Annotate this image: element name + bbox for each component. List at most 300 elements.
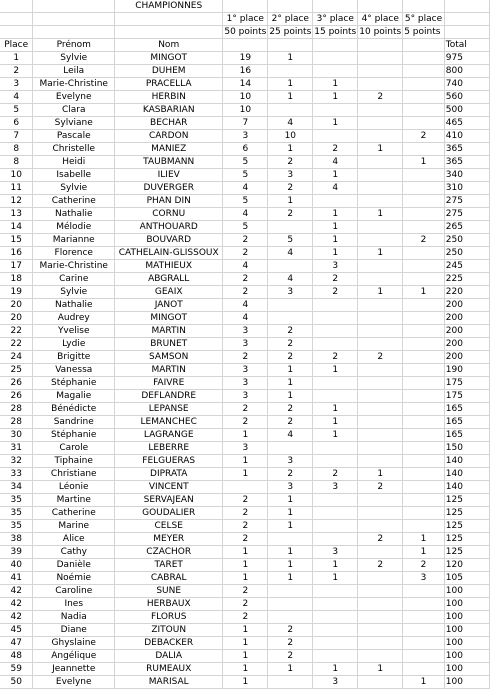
place-cell[interactable]: 35 xyxy=(0,494,33,507)
header-points-5[interactable]: 5 points xyxy=(403,26,445,39)
place2-count[interactable]: 3 xyxy=(268,169,313,182)
total-cell[interactable]: 740 xyxy=(444,78,489,91)
cell[interactable] xyxy=(33,26,115,39)
nom-cell[interactable]: DEFLANDRE xyxy=(115,390,223,403)
place4-count[interactable] xyxy=(358,650,403,663)
place-cell[interactable]: 4 xyxy=(0,91,33,104)
place3-count[interactable]: 1 xyxy=(313,364,358,377)
cell[interactable] xyxy=(0,26,33,39)
place4-count[interactable] xyxy=(358,130,403,143)
total-cell[interactable]: 105 xyxy=(444,572,489,585)
place3-count[interactable] xyxy=(313,130,358,143)
cell[interactable] xyxy=(444,13,489,26)
cell[interactable] xyxy=(115,26,223,39)
place-cell[interactable]: 41 xyxy=(0,572,33,585)
place-cell[interactable]: 42 xyxy=(0,598,33,611)
place-cell[interactable]: 8 xyxy=(0,156,33,169)
place2-count[interactable] xyxy=(268,598,313,611)
place3-count[interactable] xyxy=(313,507,358,520)
place-cell[interactable]: 12 xyxy=(0,195,33,208)
nom-cell[interactable]: GEAIX xyxy=(115,286,223,299)
total-cell[interactable]: 365 xyxy=(444,156,489,169)
total-cell[interactable]: 100 xyxy=(444,663,489,676)
place1-count[interactable]: 2 xyxy=(223,247,268,260)
nom-cell[interactable]: DUHEM xyxy=(115,65,223,78)
nom-cell[interactable]: HERBIN xyxy=(115,91,223,104)
prenom-cell[interactable]: Sandrine xyxy=(33,416,115,429)
cell[interactable] xyxy=(403,0,445,13)
place-cell[interactable]: 26 xyxy=(0,390,33,403)
prenom-cell[interactable]: Yvelise xyxy=(33,325,115,338)
place4-count[interactable] xyxy=(358,78,403,91)
place3-count[interactable]: 3 xyxy=(313,676,358,689)
place-cell[interactable]: 42 xyxy=(0,611,33,624)
place-cell[interactable]: 10 xyxy=(0,169,33,182)
place3-count[interactable] xyxy=(313,52,358,65)
total-cell[interactable]: 125 xyxy=(444,533,489,546)
total-cell[interactable]: 100 xyxy=(444,650,489,663)
place4-count[interactable] xyxy=(358,455,403,468)
nom-cell[interactable]: FELGUERAS xyxy=(115,455,223,468)
cell[interactable] xyxy=(444,0,489,13)
place1-count[interactable]: 3 xyxy=(223,130,268,143)
prenom-cell[interactable]: Heidi xyxy=(33,156,115,169)
place3-count[interactable] xyxy=(313,338,358,351)
prenom-cell[interactable]: Evelyne xyxy=(33,91,115,104)
place-cell[interactable]: 16 xyxy=(0,247,33,260)
place2-count[interactable] xyxy=(268,221,313,234)
place2-count[interactable] xyxy=(268,442,313,455)
place1-count[interactable]: 2 xyxy=(223,585,268,598)
cell[interactable] xyxy=(115,13,223,26)
place3-count[interactable] xyxy=(313,104,358,117)
place-cell[interactable]: 47 xyxy=(0,637,33,650)
total-cell[interactable]: 120 xyxy=(444,559,489,572)
place2-count[interactable]: 2 xyxy=(268,468,313,481)
cell[interactable] xyxy=(223,0,268,13)
place4-count[interactable] xyxy=(358,364,403,377)
total-cell[interactable]: 275 xyxy=(444,208,489,221)
place3-count[interactable] xyxy=(313,650,358,663)
prenom-cell[interactable]: Catherine xyxy=(33,195,115,208)
place1-count[interactable]: 4 xyxy=(223,312,268,325)
prenom-cell[interactable]: Lydie xyxy=(33,338,115,351)
prenom-cell[interactable]: Tiphaine xyxy=(33,455,115,468)
place3-count[interactable]: 1 xyxy=(313,663,358,676)
nom-cell[interactable]: HERBAUX xyxy=(115,598,223,611)
place5-count[interactable] xyxy=(403,247,445,260)
place-cell[interactable]: 22 xyxy=(0,325,33,338)
place2-count[interactable] xyxy=(268,65,313,78)
place3-count[interactable] xyxy=(313,611,358,624)
place3-count[interactable]: 4 xyxy=(313,182,358,195)
place4-count[interactable] xyxy=(358,195,403,208)
place-cell[interactable]: 20 xyxy=(0,299,33,312)
place2-count[interactable] xyxy=(268,260,313,273)
total-cell[interactable]: 100 xyxy=(444,598,489,611)
place1-count[interactable]: 14 xyxy=(223,78,268,91)
place4-count[interactable] xyxy=(358,104,403,117)
nom-cell[interactable]: TARET xyxy=(115,559,223,572)
place2-count[interactable] xyxy=(268,299,313,312)
place5-count[interactable] xyxy=(403,598,445,611)
prenom-cell[interactable]: Marie-Christine xyxy=(33,78,115,91)
place1-count[interactable]: 10 xyxy=(223,104,268,117)
total-cell[interactable]: 220 xyxy=(444,286,489,299)
place3-count[interactable]: 2 xyxy=(313,143,358,156)
place-cell[interactable]: 5 xyxy=(0,104,33,117)
nom-cell[interactable]: ZITOUN xyxy=(115,624,223,637)
place5-count[interactable] xyxy=(403,91,445,104)
total-cell[interactable]: 140 xyxy=(444,481,489,494)
place1-count[interactable]: 2 xyxy=(223,351,268,364)
prenom-cell[interactable]: Sylvie xyxy=(33,182,115,195)
place5-count[interactable] xyxy=(403,416,445,429)
prenom-cell[interactable]: Christelle xyxy=(33,143,115,156)
place3-count[interactable]: 1 xyxy=(313,559,358,572)
nom-cell[interactable]: VINCENT xyxy=(115,481,223,494)
place5-count[interactable] xyxy=(403,338,445,351)
place5-count[interactable] xyxy=(403,221,445,234)
nom-cell[interactable]: PHAN DIN xyxy=(115,195,223,208)
place1-count[interactable]: 4 xyxy=(223,182,268,195)
nom-cell[interactable]: BRUNET xyxy=(115,338,223,351)
header-nom[interactable]: Nom xyxy=(115,39,223,52)
place4-count[interactable]: 2 xyxy=(358,91,403,104)
place5-count[interactable] xyxy=(403,65,445,78)
place4-count[interactable] xyxy=(358,65,403,78)
place5-count[interactable] xyxy=(403,455,445,468)
cell[interactable] xyxy=(358,39,403,52)
total-cell[interactable]: 175 xyxy=(444,390,489,403)
place4-count[interactable] xyxy=(358,403,403,416)
place5-count[interactable] xyxy=(403,169,445,182)
place4-count[interactable]: 1 xyxy=(358,286,403,299)
prenom-cell[interactable]: Carine xyxy=(33,273,115,286)
header-place-1[interactable]: 1° place xyxy=(223,13,268,26)
nom-cell[interactable]: ABGRALL xyxy=(115,273,223,286)
place4-count[interactable] xyxy=(358,117,403,130)
prenom-cell[interactable]: Catherine xyxy=(33,507,115,520)
nom-cell[interactable]: GOUDALIER xyxy=(115,507,223,520)
place4-count[interactable] xyxy=(358,234,403,247)
place-cell[interactable]: 15 xyxy=(0,234,33,247)
place2-count[interactable]: 2 xyxy=(268,416,313,429)
place3-count[interactable] xyxy=(313,377,358,390)
place2-count[interactable]: 2 xyxy=(268,156,313,169)
place2-count[interactable]: 3 xyxy=(268,286,313,299)
place1-count[interactable]: 3 xyxy=(223,390,268,403)
place3-count[interactable] xyxy=(313,299,358,312)
prenom-cell[interactable]: Vanessa xyxy=(33,364,115,377)
nom-cell[interactable]: DEBACKER xyxy=(115,637,223,650)
nom-cell[interactable]: SUNE xyxy=(115,585,223,598)
place5-count[interactable] xyxy=(403,624,445,637)
place4-count[interactable]: 2 xyxy=(358,559,403,572)
place4-count[interactable] xyxy=(358,169,403,182)
place4-count[interactable] xyxy=(358,507,403,520)
place-cell[interactable]: 30 xyxy=(0,429,33,442)
place3-count[interactable] xyxy=(313,312,358,325)
cell[interactable] xyxy=(33,0,115,13)
place2-count[interactable]: 1 xyxy=(268,520,313,533)
header-place-4[interactable]: 4° place xyxy=(358,13,403,26)
total-cell[interactable]: 200 xyxy=(444,351,489,364)
prenom-cell[interactable]: Noémie xyxy=(33,572,115,585)
place4-count[interactable] xyxy=(358,520,403,533)
place3-count[interactable]: 1 xyxy=(313,429,358,442)
prenom-cell[interactable]: Pascale xyxy=(33,130,115,143)
prenom-cell[interactable]: Marianne xyxy=(33,234,115,247)
prenom-cell[interactable]: Cathy xyxy=(33,546,115,559)
prenom-cell[interactable]: Alice xyxy=(33,533,115,546)
total-cell[interactable]: 465 xyxy=(444,117,489,130)
place1-count[interactable]: 5 xyxy=(223,156,268,169)
nom-cell[interactable]: DUVERGER xyxy=(115,182,223,195)
header-points-4[interactable]: 10 points xyxy=(359,27,402,37)
place1-count[interactable]: 1 xyxy=(223,546,268,559)
place-cell[interactable]: 13 xyxy=(0,208,33,221)
total-cell[interactable]: 125 xyxy=(444,546,489,559)
place1-count[interactable]: 1 xyxy=(223,455,268,468)
place3-count[interactable] xyxy=(313,520,358,533)
prenom-cell[interactable]: Caroline xyxy=(33,585,115,598)
place1-count[interactable]: 3 xyxy=(223,377,268,390)
place5-count[interactable] xyxy=(403,520,445,533)
place3-count[interactable]: 1 xyxy=(313,247,358,260)
place3-count[interactable] xyxy=(313,624,358,637)
place4-count[interactable] xyxy=(358,676,403,689)
place4-count[interactable] xyxy=(358,182,403,195)
place5-count[interactable] xyxy=(403,403,445,416)
nom-cell[interactable]: LEPANSE xyxy=(115,403,223,416)
place5-count[interactable] xyxy=(403,663,445,676)
place-cell[interactable]: 38 xyxy=(0,533,33,546)
place-cell[interactable]: 59 xyxy=(0,663,33,676)
place2-count[interactable]: 2 xyxy=(268,338,313,351)
place5-count[interactable]: 2 xyxy=(403,559,445,572)
place2-count[interactable] xyxy=(268,585,313,598)
nom-cell[interactable]: MANIEZ xyxy=(115,143,223,156)
place-cell[interactable]: 7 xyxy=(0,130,33,143)
place2-count[interactable]: 4 xyxy=(268,429,313,442)
cell[interactable] xyxy=(313,0,358,13)
place5-count[interactable] xyxy=(403,637,445,650)
prenom-cell[interactable]: Nathalie xyxy=(33,208,115,221)
total-cell[interactable]: 125 xyxy=(444,520,489,533)
place2-count[interactable]: 1 xyxy=(268,364,313,377)
total-cell[interactable]: 100 xyxy=(444,637,489,650)
place2-count[interactable]: 3 xyxy=(268,455,313,468)
place2-count[interactable]: 2 xyxy=(268,208,313,221)
prenom-cell[interactable]: Leila xyxy=(33,65,115,78)
place1-count[interactable]: 2 xyxy=(223,611,268,624)
prenom-cell[interactable]: Sylviane xyxy=(33,117,115,130)
place2-count[interactable]: 5 xyxy=(268,234,313,247)
place3-count[interactable] xyxy=(313,325,358,338)
cell[interactable] xyxy=(444,26,489,39)
place1-count[interactable]: 10 xyxy=(223,91,268,104)
prenom-cell[interactable]: Brigitte xyxy=(33,351,115,364)
prenom-cell[interactable]: Nathalie xyxy=(33,299,115,312)
place1-count[interactable]: 2 xyxy=(223,273,268,286)
nom-cell[interactable]: DIPRATA xyxy=(115,468,223,481)
total-cell[interactable]: 100 xyxy=(444,585,489,598)
place5-count[interactable] xyxy=(403,78,445,91)
place-cell[interactable]: 3 xyxy=(0,78,33,91)
place5-count[interactable] xyxy=(403,364,445,377)
place-cell[interactable]: 50 xyxy=(0,676,33,689)
prenom-cell[interactable]: Stéphanie xyxy=(33,377,115,390)
place-cell[interactable]: 25 xyxy=(0,364,33,377)
total-cell[interactable]: 150 xyxy=(444,442,489,455)
place2-count[interactable]: 2 xyxy=(268,182,313,195)
place3-count[interactable]: 1 xyxy=(313,91,358,104)
place5-count[interactable]: 1 xyxy=(403,676,445,689)
place-cell[interactable]: 20 xyxy=(0,312,33,325)
place1-count[interactable]: 1 xyxy=(223,429,268,442)
place2-count[interactable]: 1 xyxy=(268,663,313,676)
place2-count[interactable]: 2 xyxy=(268,650,313,663)
prenom-cell[interactable]: Bénédicte xyxy=(33,403,115,416)
place4-count[interactable]: 1 xyxy=(358,143,403,156)
prenom-cell[interactable]: Ghyslaine xyxy=(33,637,115,650)
place1-count[interactable]: 4 xyxy=(223,260,268,273)
nom-cell[interactable]: LEMANCHEC xyxy=(115,416,223,429)
place5-count[interactable] xyxy=(403,377,445,390)
nom-cell[interactable]: MINGOT xyxy=(115,52,223,65)
place-cell[interactable]: 35 xyxy=(0,520,33,533)
place-cell[interactable]: 33 xyxy=(0,468,33,481)
place1-count[interactable]: 2 xyxy=(223,533,268,546)
prenom-cell[interactable]: Sylvie xyxy=(33,286,115,299)
cell[interactable] xyxy=(0,0,33,13)
place1-count[interactable]: 2 xyxy=(223,286,268,299)
total-cell[interactable]: 340 xyxy=(444,169,489,182)
prenom-cell[interactable]: Carole xyxy=(33,442,115,455)
place3-count[interactable] xyxy=(313,195,358,208)
prenom-cell[interactable]: Christiane xyxy=(33,468,115,481)
place1-count[interactable]: 1 xyxy=(223,663,268,676)
place2-count[interactable] xyxy=(268,676,313,689)
place1-count[interactable]: 16 xyxy=(223,65,268,78)
place5-count[interactable] xyxy=(403,611,445,624)
total-cell[interactable]: 200 xyxy=(444,299,489,312)
nom-cell[interactable]: KASBARIAN xyxy=(115,104,223,117)
prenom-cell[interactable]: Jeannette xyxy=(33,663,115,676)
nom-cell[interactable]: PRACELLA xyxy=(115,78,223,91)
header-place-5[interactable]: 5° place xyxy=(403,13,445,26)
place-cell[interactable]: 31 xyxy=(0,442,33,455)
place-cell[interactable]: 8 xyxy=(0,143,33,156)
place1-count[interactable]: 1 xyxy=(223,559,268,572)
place4-count[interactable] xyxy=(358,494,403,507)
place5-count[interactable]: 1 xyxy=(403,156,445,169)
place1-count[interactable]: 1 xyxy=(223,624,268,637)
header-place[interactable]: Place xyxy=(0,39,33,52)
place4-count[interactable] xyxy=(358,390,403,403)
total-cell[interactable]: 200 xyxy=(444,312,489,325)
total-cell[interactable]: 100 xyxy=(444,611,489,624)
place3-count[interactable] xyxy=(313,455,358,468)
total-cell[interactable]: 265 xyxy=(444,221,489,234)
place3-count[interactable] xyxy=(313,598,358,611)
nom-cell[interactable]: CORNU xyxy=(115,208,223,221)
nom-cell[interactable]: DALIA xyxy=(115,650,223,663)
prenom-cell[interactable]: Danièle xyxy=(33,559,115,572)
place2-count[interactable]: 1 xyxy=(268,572,313,585)
place4-count[interactable] xyxy=(358,52,403,65)
place-cell[interactable]: 1 xyxy=(0,52,33,65)
total-cell[interactable]: 165 xyxy=(444,429,489,442)
place5-count[interactable] xyxy=(403,195,445,208)
nom-cell[interactable]: FLORUS xyxy=(115,611,223,624)
place1-count[interactable]: 1 xyxy=(223,468,268,481)
cell[interactable] xyxy=(0,13,33,26)
place3-count[interactable]: 2 xyxy=(313,286,358,299)
total-cell[interactable]: 175 xyxy=(444,377,489,390)
header-prenom[interactable]: Prénom xyxy=(33,39,115,52)
place5-count[interactable] xyxy=(403,182,445,195)
place3-count[interactable]: 1 xyxy=(313,78,358,91)
place4-count[interactable] xyxy=(358,416,403,429)
total-cell[interactable]: 500 xyxy=(444,104,489,117)
place5-count[interactable] xyxy=(403,585,445,598)
place3-count[interactable]: 3 xyxy=(313,260,358,273)
prenom-cell[interactable]: Mélodie xyxy=(33,221,115,234)
place4-count[interactable] xyxy=(358,156,403,169)
place2-count[interactable]: 1 xyxy=(268,507,313,520)
place1-count[interactable]: 2 xyxy=(223,494,268,507)
nom-cell[interactable]: BOUVARD xyxy=(115,234,223,247)
total-cell[interactable]: 275 xyxy=(444,195,489,208)
nom-cell[interactable]: LEBERRE xyxy=(115,442,223,455)
total-cell[interactable]: 140 xyxy=(444,455,489,468)
place1-count[interactable]: 3 xyxy=(223,364,268,377)
prenom-cell[interactable]: Magalie xyxy=(33,390,115,403)
place5-count[interactable] xyxy=(403,390,445,403)
place2-count[interactable]: 2 xyxy=(268,403,313,416)
place1-count[interactable]: 1 xyxy=(223,650,268,663)
place5-count[interactable] xyxy=(403,312,445,325)
cell[interactable] xyxy=(223,39,268,52)
place3-count[interactable] xyxy=(313,585,358,598)
cell[interactable] xyxy=(268,39,313,52)
header-points-1[interactable]: 50 points xyxy=(224,27,267,37)
place3-count[interactable]: 3 xyxy=(313,546,358,559)
place5-count[interactable] xyxy=(403,117,445,130)
nom-cell[interactable]: SAMSON xyxy=(115,351,223,364)
place3-count[interactable]: 1 xyxy=(313,403,358,416)
place4-count[interactable] xyxy=(358,273,403,286)
place4-count[interactable] xyxy=(358,325,403,338)
place4-count[interactable] xyxy=(358,572,403,585)
total-cell[interactable]: 165 xyxy=(444,403,489,416)
header-place-2[interactable]: 2° place xyxy=(268,13,313,26)
nom-cell[interactable]: ANTHOUARD xyxy=(115,221,223,234)
place2-count[interactable]: 2 xyxy=(268,624,313,637)
prenom-cell[interactable]: Audrey xyxy=(33,312,115,325)
total-cell[interactable]: 125 xyxy=(444,507,489,520)
place2-count[interactable]: 4 xyxy=(268,247,313,260)
nom-cell[interactable]: TAUBMANN xyxy=(115,156,223,169)
place4-count[interactable] xyxy=(358,637,403,650)
place5-count[interactable]: 1 xyxy=(403,286,445,299)
place5-count[interactable] xyxy=(403,299,445,312)
place5-count[interactable] xyxy=(403,481,445,494)
place5-count[interactable] xyxy=(403,351,445,364)
total-cell[interactable]: 310 xyxy=(444,182,489,195)
